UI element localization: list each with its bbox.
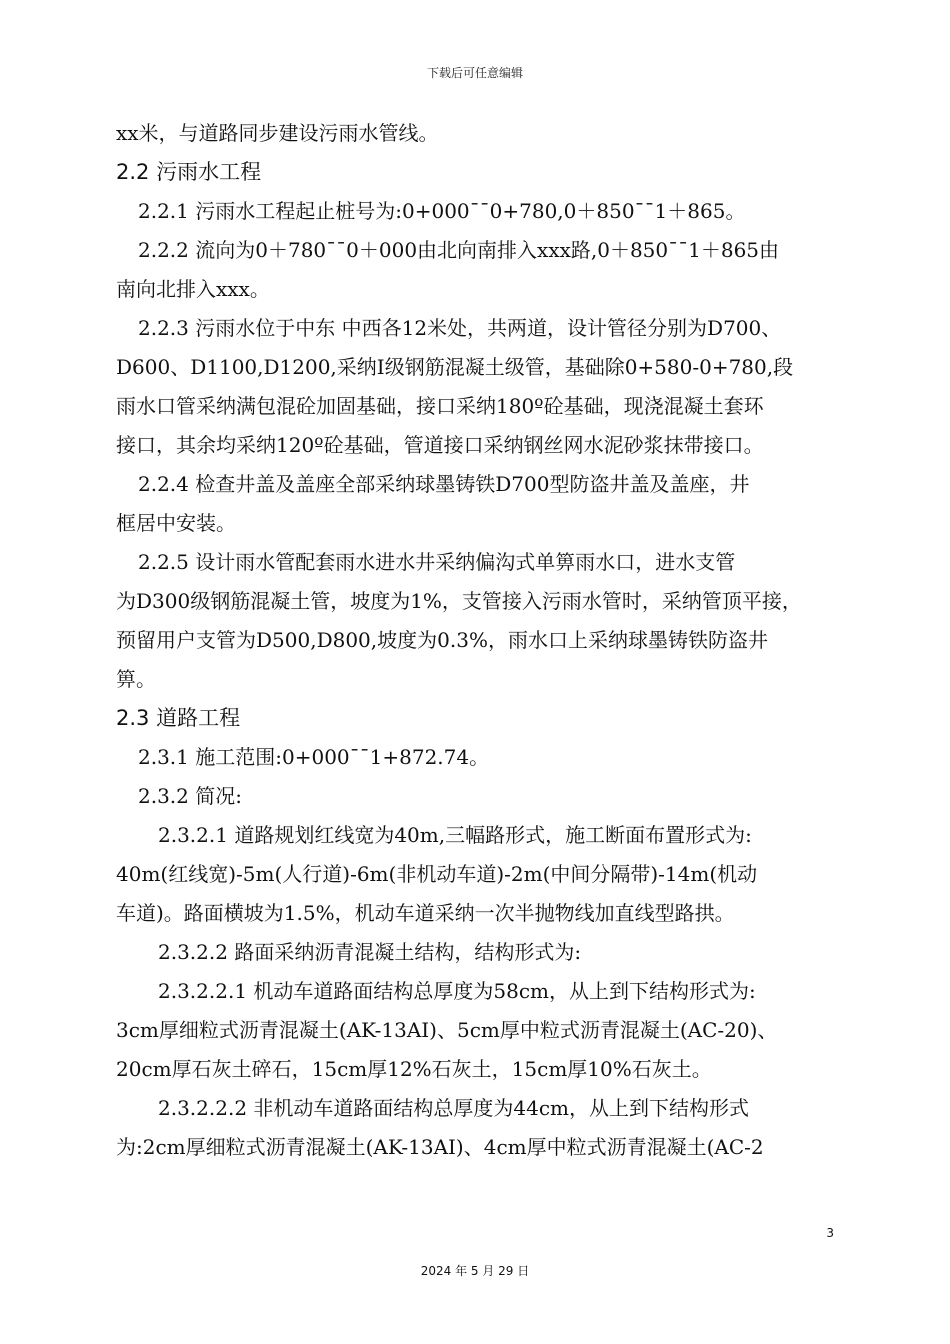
page-number: 3 bbox=[826, 1226, 834, 1240]
body-line: 为D300级钢筋混凝土管，坡度为1%，支管接入污雨水管时，采纳管顶平接， bbox=[116, 589, 802, 613]
body-line: 为:2cm厚细粒式沥青混凝土(AK-13AⅠ)、4cm厚中粒式沥青混凝土(AC-2 bbox=[116, 1135, 764, 1159]
body-line: 40m(红线宽)-5m(人行道)-6m(非机动车道)-2m(中间分隔带)-14m(机动 bbox=[116, 862, 758, 886]
body-line: 3cm厚细粒式沥青混凝土(AK-13AⅠ)、5cm厚中粒式沥青混凝土(AC-20)、 bbox=[116, 1018, 778, 1042]
body-line: 2.2.4 检查井盖及盖座全部采纳球墨铸铁D700型防盗井盖及盖座，井 bbox=[138, 472, 750, 496]
body-line: 20cm厚石灰土碎石，15cm厚12%石灰土，15cm厚10%石灰土。 bbox=[116, 1057, 712, 1081]
page-header: 下载后可任意编辑 bbox=[426, 66, 523, 80]
body-line: 2.2.1 污雨水工程起止桩号为:0+000¯¯0+780,0＋850¯¯1＋865。 bbox=[138, 199, 746, 223]
body-line: 2.3.2 简况: bbox=[138, 784, 242, 808]
body-line: 南向北排入xxx。 bbox=[116, 277, 270, 301]
body-line: xx米，与道路同步建设污雨水管线。 bbox=[116, 121, 439, 145]
body-line: D600、D1100,D1200,采纳Ⅰ级钢筋混凝土级管，基础除0+580-0+780,段 bbox=[116, 355, 794, 379]
body-line: 框居中安装。 bbox=[116, 511, 236, 535]
page-footer-date: 2024 年 5 月 29 日 bbox=[420, 1264, 530, 1278]
body-line: 2.3.1 施工范围:0+000¯¯1+872.74。 bbox=[138, 745, 490, 769]
document-body bbox=[116, 114, 846, 1167]
body-line: 车道)。路面横坡为1.5%，机动车道采纳一次半抛物线加直线型路拱。 bbox=[116, 901, 735, 925]
body-line: 雨水口管采纳满包混砼加固基础，接口采纳180º砼基础，现浇混凝土套环 bbox=[116, 394, 764, 418]
body-line: 2.2.3 污雨水位于中东 中西各12米处，共两道，设计管径分别为D700、 bbox=[138, 316, 782, 340]
body-line: 2.3.2.1 道路规划红线宽为40m,三幅路形式，施工断面布置形式为: bbox=[158, 823, 752, 847]
body-line: 箅。 bbox=[116, 667, 156, 691]
body-line: 接口，其余均采纳120º砼基础，管道接口采纳钢丝网水泥砂浆抹带接口。 bbox=[116, 433, 764, 457]
body-line: 2.3.2.2.1 机动车道路面结构总厚度为58cm，从上到下结构形式为: bbox=[158, 979, 756, 1003]
body-line: 2.2.2 流向为0＋780¯¯0＋000由北向南排入xxx路,0＋850¯¯1＋865由 bbox=[138, 238, 780, 262]
body-line: 2.3.2.2 路面采纳沥青混凝土结构，结构形式为: bbox=[158, 940, 582, 964]
body-line: 预留用户支管为D500,D800,坡度为0.3%，雨水口上采纳球墨铸铁防盗井 bbox=[116, 628, 768, 652]
section-heading: 2.3 道路工程 bbox=[116, 706, 241, 730]
body-line: 2.2.5 设计雨水管配套雨水进水井采纳偏沟式单箅雨水口，进水支管 bbox=[138, 550, 736, 574]
body-line: 2.3.2.2.2 非机动车道路面结构总厚度为44cm，从上到下结构形式 bbox=[158, 1096, 750, 1120]
section-heading: 2.2 污雨水工程 bbox=[116, 160, 262, 184]
